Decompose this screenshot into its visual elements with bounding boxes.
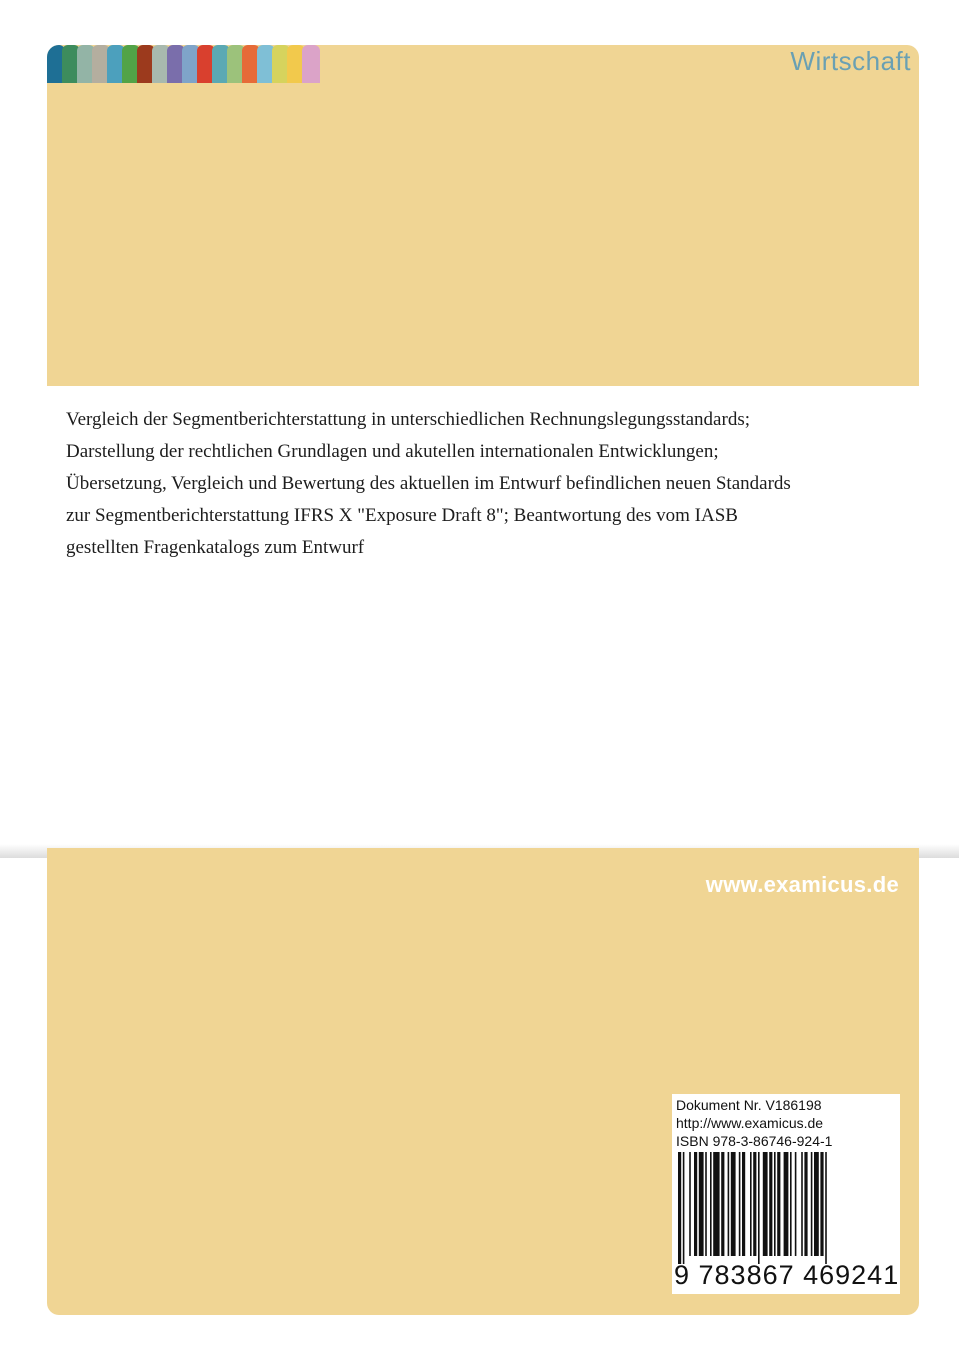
category-label: Wirtschaft (790, 46, 911, 76)
book-description: Vergleich der Segmentberichterstattung in unterschiedlichen Rechnungslegungsstandards; Darstellung der rechtlichen Grundlagen und akutellen internationalen Entwicklungen; Übersetzung, Vergleich und Bewertung des aktuellen im Entwurf befindlichen neuen Standards zur Segmentberichterstattung IFRS X "Exposure Draft 8"; Beantwortung des vom IASB gestellten Fragenkatalogs zum Entwurf (66, 409, 791, 558)
document-number: Dokument Nr. V186198 (676, 1097, 822, 1113)
publisher-website: www.examicus.de (705, 872, 899, 897)
color-tab (302, 45, 320, 83)
isbn-number: ISBN 978-3-86746-924-1 (676, 1133, 833, 1149)
publisher-url: http://www.examicus.de (676, 1115, 824, 1131)
barcode-number: 9 783867 469241 (674, 1260, 900, 1290)
isbn-info (676, 1096, 832, 1150)
color-tabs (47, 45, 377, 83)
cover-top-panel (47, 45, 919, 386)
barcode-icon (676, 1152, 898, 1264)
